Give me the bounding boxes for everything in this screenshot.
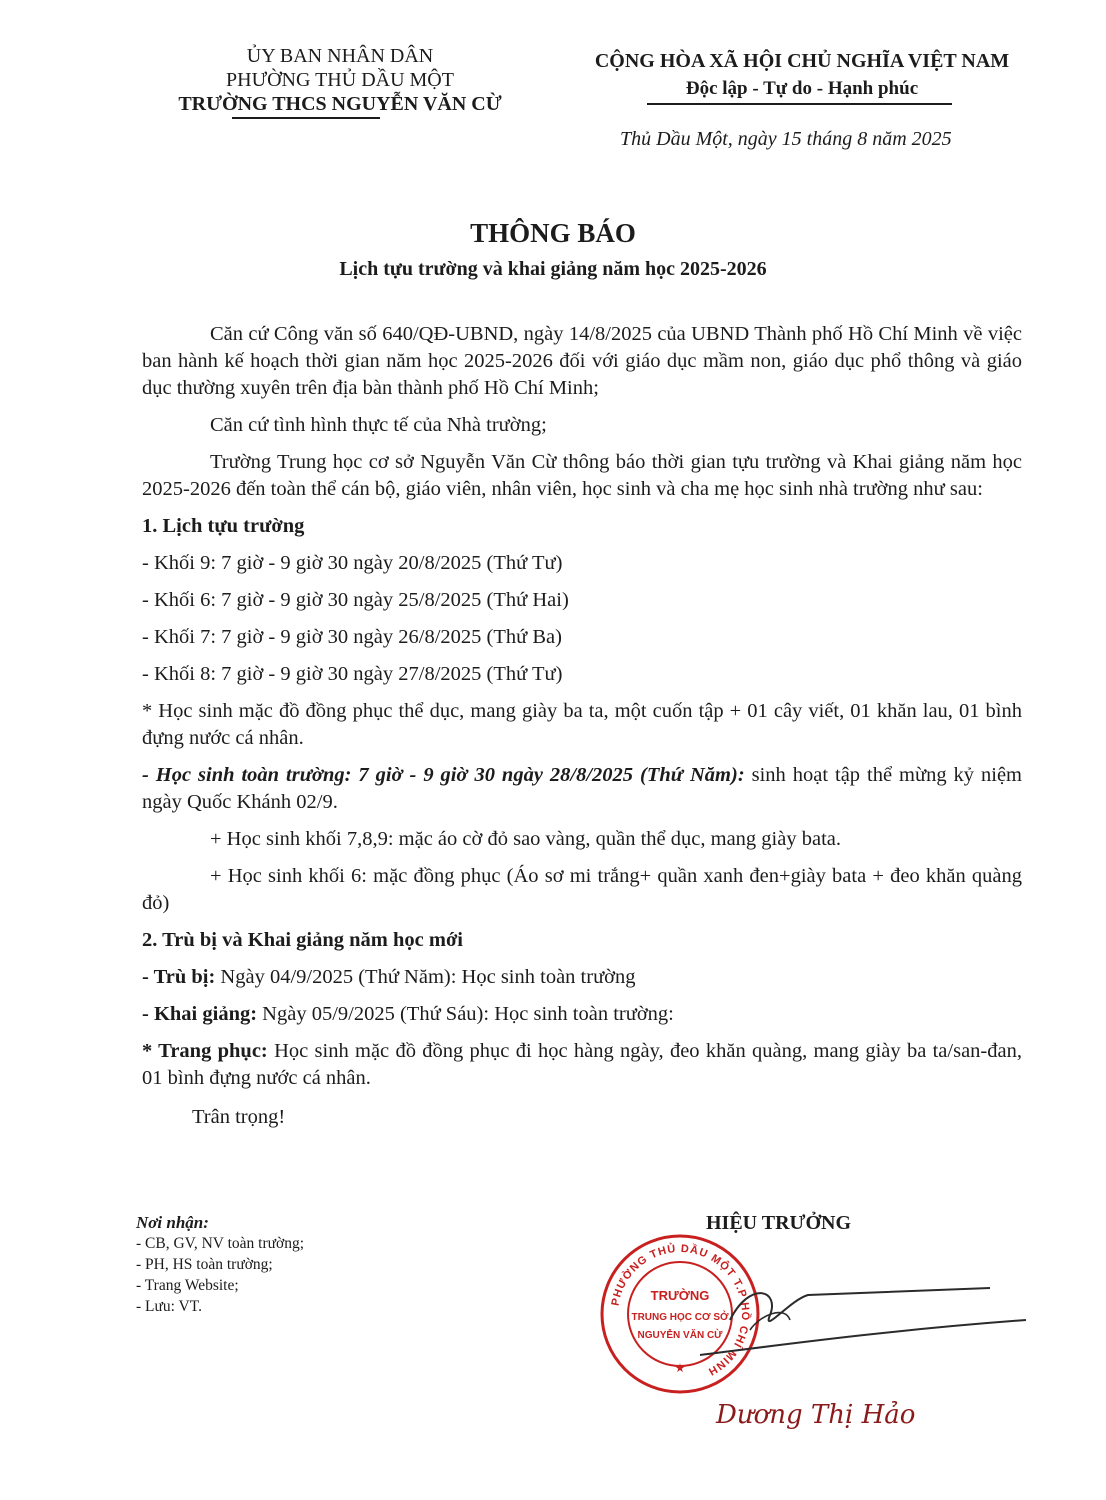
issuer-block xyxy=(120,44,560,116)
whole-school-item xyxy=(142,762,1022,816)
country-name: CỘNG HÒA XÃ HỘI CHỦ NGHĨA VIỆT NAM xyxy=(594,50,1010,72)
handwritten-signature xyxy=(690,1260,1030,1380)
stamp-center-line: TRUNG HỌC CƠ SỞ xyxy=(631,1312,729,1323)
schedule-item: - Khối 9: 7 giờ - 9 giờ 30 ngày 20/8/2025 (Thứ Tư) xyxy=(142,552,563,574)
attire-text: Học sinh mặc đồ đồng phục đi học hàng ngày, đeo khăn quàng, mang giày ba ta/san-đan, 01 bình đựng nước cá nhân. xyxy=(142,1040,1022,1089)
issuer-line-1: ỦY BAN NHÂN DÂN xyxy=(246,45,434,67)
signer-name: Dương Thị Hảo xyxy=(716,1400,916,1430)
recipients-heading: Nơi nhận: xyxy=(136,1213,209,1232)
stamp-center-line: NGUYỄN VĂN CỪ xyxy=(637,1330,723,1341)
issuer-school-name: TRƯỜNG THCS NGUYỄN VĂN CỪ xyxy=(178,93,502,115)
opening-day-label: - Khai giảng: xyxy=(142,1003,258,1025)
section-1-heading: 1. Lịch tựu trường xyxy=(142,515,305,537)
attire-label: * Trang phục: xyxy=(142,1040,268,1062)
recipients-block xyxy=(136,1212,304,1317)
recipient-item: - PH, HS toàn trường; xyxy=(136,1256,273,1273)
prep-day-label: - Trù bị: xyxy=(142,966,216,988)
whole-school-text: sinh hoạt tập thể mừng kỷ niệm ngày Quốc Khánh 02/9. xyxy=(142,764,1022,813)
schedule-item: - Khối 6: 7 giờ - 9 giờ 30 ngày 25/8/2025 (Thứ Hai) xyxy=(142,589,569,611)
document-body xyxy=(142,321,1022,1131)
recipient-item: - Trang Website; xyxy=(136,1277,239,1294)
schedule-item: - Khối 7: 7 giờ - 9 giờ 30 ngày 26/8/2025 (Thứ Ba) xyxy=(142,626,562,648)
paragraph-basis-2: Căn cứ tình hình thực tế của Nhà trường; xyxy=(210,414,547,436)
motto-underline xyxy=(647,103,952,105)
stamp-ring-text: PHƯỜNG THỦ DẦU MỘT T.P HỒ CHÍ MINH xyxy=(609,1242,752,1378)
motto: Độc lập - Tự do - Hạnh phúc xyxy=(685,78,919,99)
opening-day-text: Ngày 05/9/2025 (Thứ Sáu): Học sinh toàn trường: xyxy=(257,1003,674,1025)
uniform-note: * Học sinh mặc đồ đồng phục thể dục, mang giày ba ta, một cuốn tập + 01 cây viết, 01 khăn lau, 01 bình đựng nước cá nhân. xyxy=(142,700,1022,749)
star-icon: ★ xyxy=(674,1361,686,1375)
document-subtitle: Lịch tựu trường và khai giảng năm học 2025-2026 xyxy=(339,258,767,280)
attire-item xyxy=(142,1038,1022,1092)
recipient-item: - CB, GV, NV toàn trường; xyxy=(136,1235,305,1252)
document-title: THÔNG BÁO xyxy=(470,218,636,248)
opening-day-item xyxy=(142,1001,1022,1028)
stamp-center-line: TRƯỜNG xyxy=(650,1288,710,1303)
paragraph-basis-1: Căn cứ Công văn số 640/QĐ-UBND, ngày 14/8/2025 của UBND Thành phố Hồ Chí Minh về việc ban hành kế hoạch thời gian năm học 2025-2026 đối với giáo dục mầm non, giáo dục phổ thông và giáo dục thường xuyên trên địa bàn thành phố Hồ Chí Minh; xyxy=(142,323,1022,399)
prep-day-text: Ngày 04/9/2025 (Thứ Năm): Học sinh toàn trường xyxy=(215,966,636,988)
closing: Trân trọng! xyxy=(192,1106,286,1128)
dress-item-789: + Học sinh khối 7,8,9: mặc áo cờ đỏ sao vàng, quần thể dục, mang giày bata. xyxy=(210,828,841,850)
recipient-item: - Lưu: VT. xyxy=(136,1298,202,1315)
section-2-heading: 2. Trù bị và Khai giảng năm học mới xyxy=(142,929,463,951)
issuer-line-2: PHƯỜNG THỦ DẦU MỘT xyxy=(226,69,454,91)
document-date: Thủ Dầu Một, ngày 15 tháng 8 năm 2025 xyxy=(620,128,952,150)
prep-day-item xyxy=(142,964,1022,991)
whole-school-label: - Học sinh toàn trường: 7 giờ - 9 giờ 30 ngày 28/8/2025 (Thứ Năm): xyxy=(142,764,745,786)
issuer-underline xyxy=(232,117,380,119)
paragraph-announcement: Trường Trung học cơ sở Nguyễn Văn Cừ thông báo thời gian tựu trường và Khai giảng năm học 2025-2026 đến toàn thể cán bộ, giáo viên, nhân viên, học sinh và cha mẹ học sinh nhà trường như sau: xyxy=(142,451,1022,500)
signer-title: HIỆU TRƯỞNG xyxy=(706,1212,852,1234)
dress-item-6: + Học sinh khối 6: mặc đồng phục (Áo sơ mi trắng+ quần xanh đen+giày bata + đeo khăn quàng đỏ) xyxy=(142,865,1022,914)
schedule-item: - Khối 8: 7 giờ - 9 giờ 30 ngày 27/8/2025 (Thứ Tư) xyxy=(142,663,563,685)
national-motto-block xyxy=(548,48,1056,102)
